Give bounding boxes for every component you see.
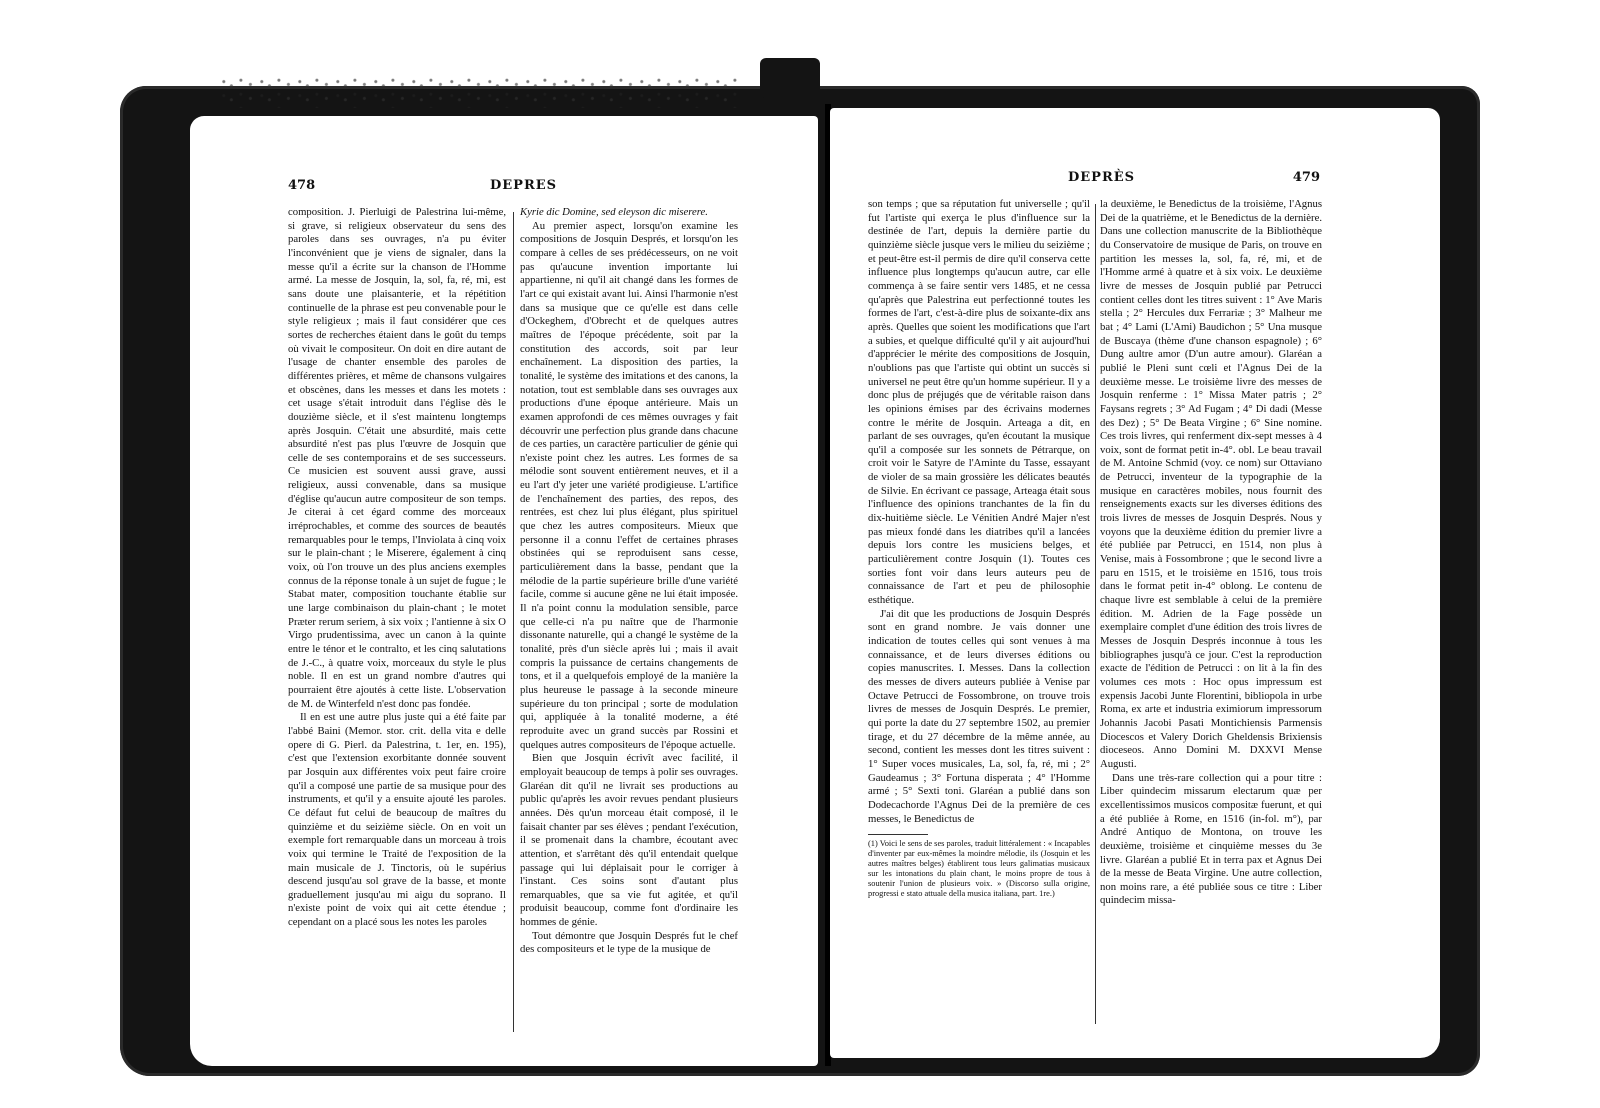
right-page-number: 479 [1292, 170, 1320, 185]
paragraph: Tout démontre que Josquin Després fut le chef des compositeurs et le type de la musique de [520, 929, 738, 956]
paragraph: Bien que Josquin écrivît avec facilité, il employait beaucoup de temps à polir ses ouvrages. Glaréan dit qu'il ne livrait ses productions au public qu'après les avoir revues pendant plusieurs années. Dès qu'un morceau était composé, il le faisait chanter par ses élèves ; pendant l'exécution, il se promenait dans la chambre, écoutant avec attention, et s'arrêtant dès qu'il entendait quelque passage qui lui déplaisait pour le corriger à l'instant. Ces soins sont d'autant plus remarquables, que sa vie fut agitée, et qu'il produisit beaucoup, comme font d'ordinaire les hommes de génie. [520, 752, 738, 929]
paragraph: J'ai dit que les productions de Josquin Després sont en grand nombre. Je vais donner une indication de toutes celles qui sont venues à ma connaissance, et de leurs diverses éditions ou copies manuscrites. I. Messes. Dans la collection des messes de divers auteurs publiée à Venise par Octave Petrucci de Fossombrone, on trouve trois livres de messes de Josquin Després. Le premier, qui porte la date du 27 septembre 1502, au premier tirage, et du 27 décembre de la même année, au second, contient les messes dont les titres suivent : 1° Super voces musicales, La, sol, fa, ré, mi ; 2° Gaudeamus ; 3° Fortuna disperata ; 4° l'Homme armé ; 5° Sexti toni. Glaréan a publié dans son Dodecachorde l'Agnus Dei de la première de ces messes, le Benedictus de [868, 607, 1090, 825]
left-running-title: DEPRES [490, 178, 558, 193]
paragraph: Kyrie dic Domine, sed eleyson dic miserere. [520, 206, 708, 218]
paragraph: son temps ; que sa réputation fut universelle ; qu'il fut l'artiste qui exerça le plus d'influence sur la destinée de l'art, depuis la dernière partie du quinzième siècle jusque vers le milieu du seizième ; et peut-être est-il permis de dire qu'il conserva cette influence plus longtemps qu'aucun autre, car elle commença à se faire sentir vers 1485, et ne cessa qu'après que Palestrina eut perfectionné toutes les formes de l'art, c'est-à-dire plus de soixante-dix ans après. Quelles que soient les modifications que l'art a subies, et quelque difficulté qu'il y ait aujourd'hui d'apprécier le mérite des compositions de Josquin, n'oublions pas que l'artiste qui obtint un succès si universel ne peut être qu'un homme supérieur. Il y a donc plus de préjugés que de véritable raison dans les opinions émises par des écrivains modernes contre le mérite de Josquin. Arteaga a dit, en parlant de ses ouvrages, qu'en écoutant la musique qu'il a composée sur les sonnets de Pétrarque, on croit voir le Satyre de l'Aminte du Tasse, essayant de violer de sa main grossière les délicates beautés de Silvie. En écrivant ce passage, Arteaga était sous l'influence des opinions tranchantes de la fin du dix-huitième siècle. Le Vénitien André Majer n'est pas mieux fondé dans les diatribes qu'il a lancées depuis lors contre les musiciens belges, et particulièrement contre Josquin (1). Toutes ces sorties font voir dans leurs auteurs peu de connaissance de l'art et peu de philosophie esthétique. [868, 198, 1090, 607]
left-page [190, 116, 818, 1066]
footnote [868, 839, 1090, 899]
paragraph: composition. J. Pierluigi de Palestrina lui-même, si grave, si religieux observateur du sens des paroles dans ses ouvrages, n'a pu éviter l'inconvénient que je viens de signaler, dans la messe qu'il a écrite sur la chanson de l'Homme armé. La messe de Josquin, la, sol, fa, ré, mi, est sans doute une plaisanterie, et la répétition continuelle de la phrase est peu convenable pour le style religieux ; mais il faut considérer que ces sortes de recherches étaient dans le goût du temps où vivait le compositeur. On doit en dire autant de l'usage de chanter ensemble des paroles de différentes prières, et même de chansons vulgaires et obscènes, dans les messes et dans les motets : cet usage s'était introduit dans l'église dès le douzième siècle, et il s'est maintenu longtemps après Josquin. C'était une absurdité, mais cette absurdité n'est pas plus l'œuvre de Josquin que celle de ses contemporains et de ses successeurs. Ce musicien est souvent aussi grave, aussi religieux, aussi convenable, dans sa musique d'église qu'aucun autre compositeur de son temps. Je citerai à cet égard comme des morceaux irréprochables, et comme des sources de beautés remarquables pour le temps, l'Inviolata à cinq voix sur le plain-chant ; le Miserere, également à cinq voix, où l'on trouve un des plus anciens exemples connus de la réponse tonale à un sujet de fugue ; le Stabat mater, composition touchante établie sur une large combinaison du plain-chant ; le motet Præter rerum seriem, à six voix ; l'antienne à six O Virgo prudentissima, avec un canon à la quinte entre le ténor et le contralto, et les cinq salutations de J.-C., à quatre voix, morceaux du style le plus noble. Il en est un grand nombre d'autres qui pourraient être ajoutés à cette liste. L'observation de M. de Winterfeld n'est donc pas fondée. [288, 206, 506, 710]
left-column-2 [520, 206, 738, 957]
paragraph: Il en est une autre plus juste qui a été faite par l'abbé Baini (Memor. stor. crit. della vita e delle opere di G. Pierl. da Palestrina, t. 1er, en. 195), c'est que l'extension exorbitante donnée souvent par Josquin aux différentes voix peut faire croire qu'il a composé une partie de sa musique pour des instruments, et qu'il y a ensuite ajouté les paroles. Ce défaut fut celui de beaucoup de maîtres du quinzième et du seizième siècle. On en voit un exemple fort remarquable dans un morceau à trois voix qui termine le Traité de l'exposition de la main musicale de J. Tinctoris, où le supérius descend jusqu'au sol grave de la basse, et monte graduellement jusqu'au mi aigu du soprano. Il n'existe point de voix qui ait cette étendue ; cependant on a placé sous les notes les paroles [288, 711, 506, 929]
right-page [830, 108, 1440, 1058]
footnote-text: (1) Voici le sens de ses paroles, traduit littéralement : « Incapables d'inventer par eux-mêmes la moindre mélodie, ils (Josquin et les autres maîtres belges) établirent tous leurs galimatias musicaux sur les intonations du plain chant, le moins propre de tous à soutenir l'union de plusieurs voix. » (Discorso sulla origine, progressi e stato attuale della musica italiana, part. 1re.) [868, 839, 1090, 899]
paragraph: Au premier aspect, lorsqu'on examine les compositions de Josquin Després, et lorsqu'on les compare à celles de ses prédécesseurs, on ne voit pas qu'aucune invention importante lui appartienne, ni qu'il ait changé dans les formes de l'art ce qui existait avant lui. Ainsi l'harmonie n'est dans sa musique que ce qu'elle est dans celle d'Ockeghem, d'Obrecht et de quelques autres maîtres de l'époque précédente, soit par la constitution des accords, soit par leur enchaînement. La disposition des parties, la tonalité, le système des imitations et des canons, la notation, tout est semblable dans ses ouvrages aux productions d'une époque antérieure. Mais un examen approfondi de ces mêmes ouvrages y fait découvrir une perfection plus grande dans chacune de ces parties, un caractère particulier de génie qui n'existe point chez les autres. Les formes de sa mélodie sont souvent entièrement neuves, et il a eu l'art d'y jeter une variété prodigieuse. L'artifice de l'enchaînement des parties, des repos, des rentrées, est chez lui plus élégant, plus spirituel que chez les autres compositeurs. Mieux que personne il a connu l'effet de certaines phrases obstinées qui se reproduisent sans cesse, particulièrement dans la basse, pendant que la mélodie de la partie supérieure brille d'une variété facile, comme si aucune gêne ne lui était imposée. Il n'a point connu la modulation sensible, parce que celle-ci n'a pu naître que de l'harmonie dissonante naturelle, qui a changé le système de la tonalité, près d'un siècle après lui ; mais il avait compris la puissance de certains changements de tons, et il a quelquefois employé de la manière la plus heureuse le passage à la seconde mineure supérieure du ton principal ; sorte de modulation qui, appliquée à la tonalité moderne, a été reproduite avec un grand succès par Rossini et quelques autres compositeurs de l'époque actuelle. [520, 219, 738, 751]
right-column-1 [868, 198, 1090, 899]
column-rule [1095, 204, 1096, 1024]
left-column-1 [288, 206, 506, 930]
paragraph: la deuxième, le Benedictus de la troisième, l'Agnus Dei de la quatrième, et le Benedictus de la dernière. Dans une collection manuscrite de la Bibliothèque du Conservatoire de musique de Paris, on trouve en partition les messes la, sol, fa, ré, mi, et de l'Homme armé à quatre et à six voix. Le deuxième livre de messes de Josquin publié par Petrucci contient celles dont les titres suivent : 1° Ave Maris stella ; 2° Hercules dux Ferrariæ ; 3° Malheur me bat ; 4° Lami (L'Ami) Baudichon ; 5° Una musque de Buscaya (thème d'une chanson espagnole) ; 6° Dung aultre amor (D'un autre amour). Glaréan a publié le Pleni sunt cœli et l'Agnus Dei de la deuxième messe. Le troisième livre des messes de Josquin renferme : 1° Missa Mater patris ; 2° Faysans regrets ; 3° Ad Fugam ; 4° Di dadi (Messe des Dez) ; 5° De Beata Virgine ; 6° Sine nomine. Ces trois livres, qui renferment dix-sept messes à 4 voix, sont de format petit in-4°. obl. Le beau travail de M. Antoine Schmid (voy. ce nom) sur Ottaviano de Petrucci, inventeur de la typographie de la musique en caractères mobiles, nous fournit des renseignements exacts sur les diverses éditions des trois livres de messes de Josquin Després. Nous y voyons que la deuxième édition du premier livre a été publiée par Petrucci, en 1514, non plus à Venise, mais à Fossombrone ; que le second livre a paru en 1515, et le troisième en 1516, tous trois dans le format petit in-4° oblong. Le contenu de chaque livre est semblable à celui de la première édition. M. Adrien de la Fage possède un exemplaire complet d'une édition des trois livres de Messes de Josquin Després inconnue à tous les bibliographes jusqu'à ce jour. C'est la reproduction exacte de l'édition de Petrucci : on lit à la fin des volumes ces mots : Hoc opus impressum est expensis Jacobi Junte Florentini, bibliopola in urbe Roma, ex arte et industria eximiorum impressorum Johannis Jacobi Pasati Montichiensis Parmensis Diocescos et Valery Dorich Gheldensis Brixiensis dioceseos. Anno Domini M. DXXVI Mense Augusti. [1100, 198, 1322, 770]
right-running-title: DEPRÈS [1068, 170, 1136, 185]
right-column-2 [1100, 198, 1322, 908]
paragraph: Dans une très-rare collection qui a pour titre : Liber quindecim missarum electarum quæ per excellentissimos musicos compositæ fuerunt, et qui a été publiée à Rome, en 1516 (in-fol. m°), par André Antiquo de Montona, on trouve les deuxième, troisième et cinquième messes du 3e livre. Glaréan a publié Et in terra pax et Agnus Dei de la messe de Beata Virgine. Une autre collection, non moins rare, a été publiée sous ce titre : Liber quindecim missa- [1100, 771, 1322, 907]
scan-speckle [220, 76, 740, 108]
left-page-number: 478 [288, 178, 316, 193]
column-rule [513, 212, 514, 1032]
footnote-rule [868, 834, 928, 835]
right-running-head [830, 170, 1440, 188]
left-running-head [190, 178, 818, 196]
